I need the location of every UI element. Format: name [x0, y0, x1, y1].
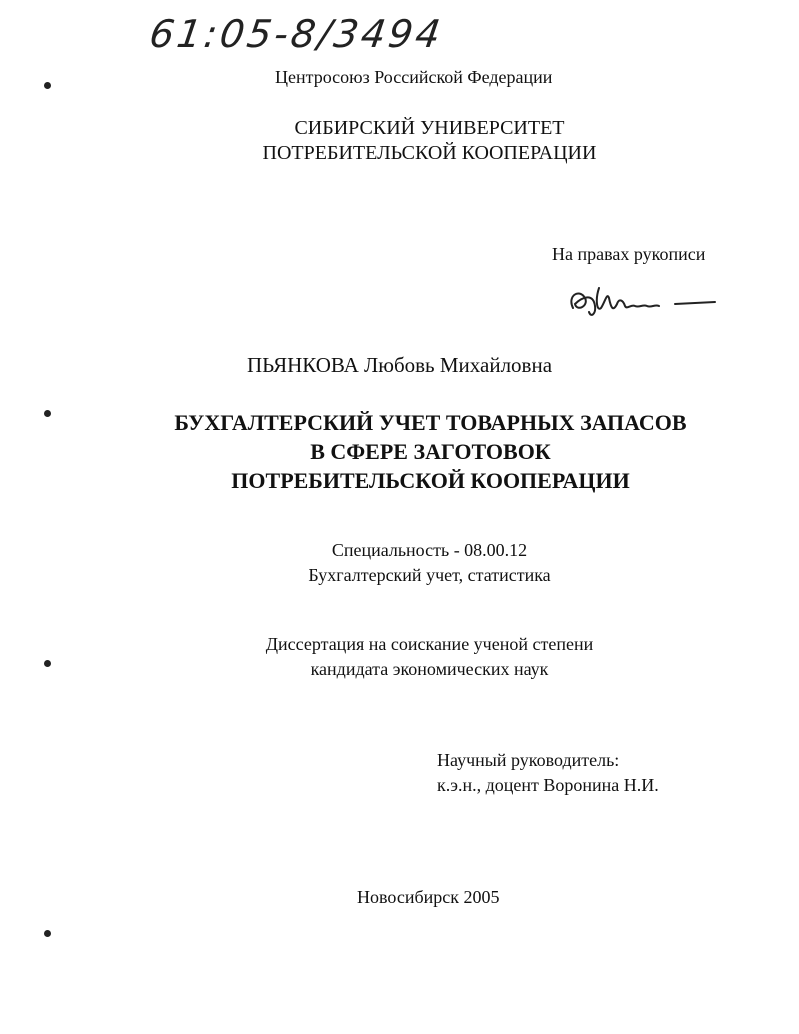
binding-hole-mark	[44, 930, 51, 937]
rights-note: На правах рукописи	[552, 244, 706, 264]
binding-hole-mark	[44, 82, 51, 89]
author-name: ПЬЯНКОВА Любовь Михайловна	[247, 353, 553, 377]
title-line-3: ПОТРЕБИТЕЛЬСКОЙ КООПЕРАЦИИ	[231, 468, 630, 493]
specialty-name: Бухгалтерский учет, статистика	[308, 565, 551, 585]
title-line-2: В СФЕРЕ ЗАГОТОВОК	[310, 439, 551, 464]
degree	[0, 633, 799, 680]
archive-number-handwritten: 61:05-8/3494	[146, 12, 447, 56]
signature-image	[565, 278, 725, 328]
university-line-1: СИБИРСКИЙ УНИВЕРСИТЕТ	[294, 117, 565, 139]
university-name	[0, 116, 799, 166]
specialty	[0, 539, 799, 586]
supervisor-label: Научный руководитель:	[437, 750, 620, 770]
degree-line-2: кандидата экономических наук	[310, 659, 549, 679]
specialty-code: Специальность - 08.00.12	[331, 540, 528, 560]
supervisor-name: к.э.н., доцент Воронина Н.И.	[437, 775, 659, 795]
organization-name: Центросоюз Российской Федерации	[275, 67, 553, 87]
degree-line-1: Диссертация на соискание ученой степени	[265, 634, 594, 654]
title-line-1: БУХГАЛТЕРСКИЙ УЧЕТ ТОВАРНЫХ ЗАПАСОВ	[174, 410, 687, 435]
university-line-2: ПОТРЕБИТЕЛЬСКОЙ КООПЕРАЦИИ	[262, 142, 597, 164]
dissertation-title	[0, 408, 799, 495]
city-year: Новосибирск 2005	[357, 887, 500, 907]
supervisor	[437, 749, 659, 796]
